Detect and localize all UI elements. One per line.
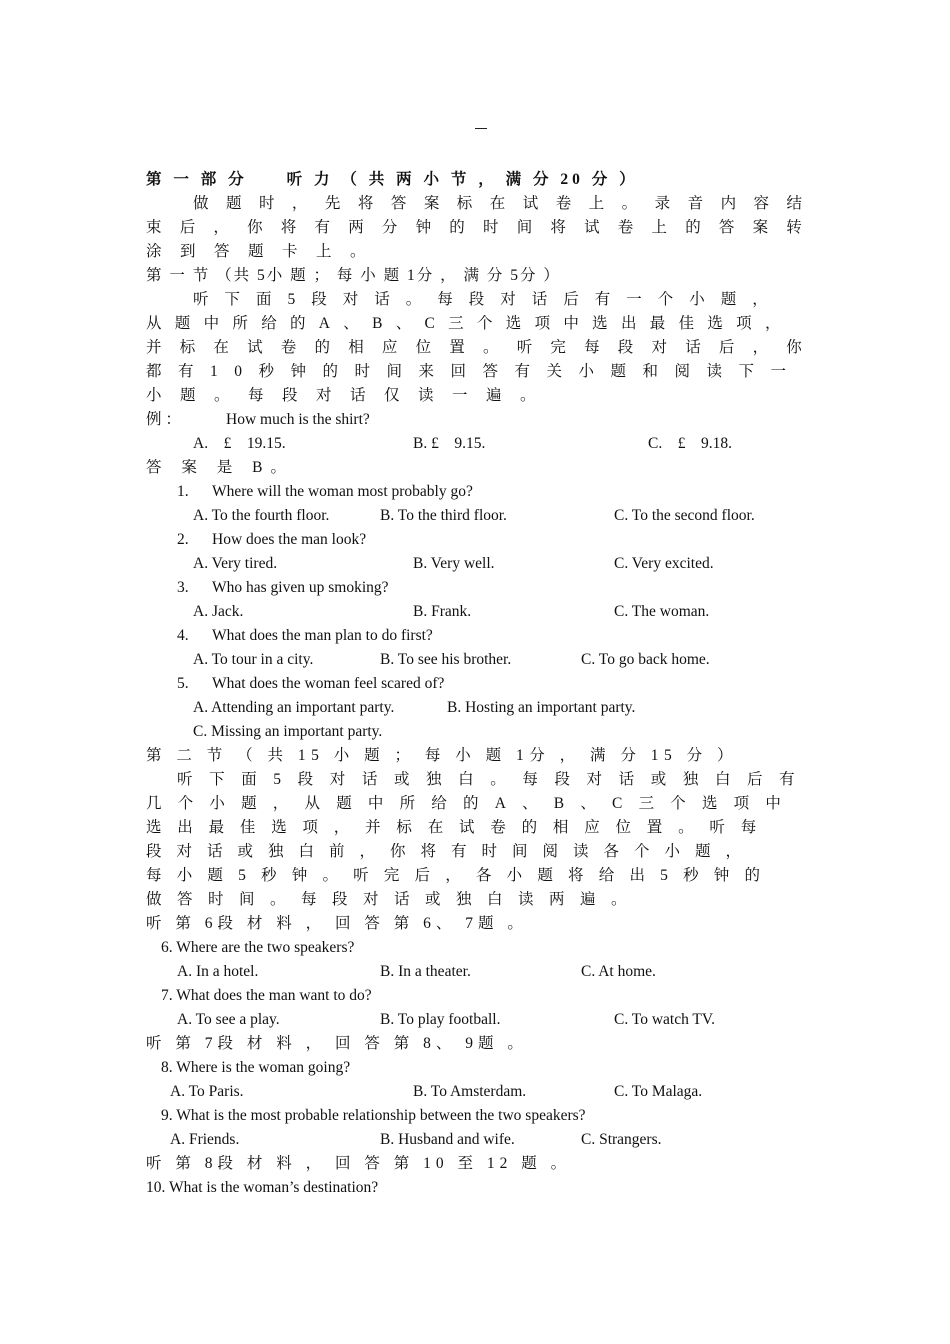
option-c: C. To the second floor. xyxy=(614,507,755,524)
option-c: C. Strangers. xyxy=(581,1131,662,1148)
option-c: C. At home. xyxy=(581,963,656,980)
section2-intro-2: 几个小题，从题中所给的A、B、C三个选项中 xyxy=(146,795,798,812)
option-b: B. To see his brother. xyxy=(380,651,512,668)
option-a: A. To tour in a city. xyxy=(193,651,314,668)
example-question: How much is the shirt? xyxy=(226,411,370,428)
section2-title: 第 二 节 （ 共 15 小 题 ； 每 小 题 1分 ， 满 分 15 分 ） xyxy=(146,747,739,764)
option-a: A. In a hotel. xyxy=(177,963,259,980)
material-8-heading: 听 第 8段 材 料 ， 回 答 第 10 至 12 题 。 xyxy=(146,1155,572,1172)
section2-intro-3: 选出最佳选项，并标在试卷的相应位置。听每 xyxy=(146,819,773,836)
example-option-b: B. £ 9.15. xyxy=(413,435,486,452)
option-a: A. To see a play. xyxy=(177,1011,280,1028)
option-b: B. Hosting an important party. xyxy=(447,699,636,716)
section1-intro-4: 都有10秒钟的时间来回答有关小题和阅读下一 xyxy=(146,363,803,380)
instructions-line-3: 涂到答题卡上。 xyxy=(146,243,385,260)
option-c: C. To go back home. xyxy=(581,651,710,668)
option-c: C. The woman. xyxy=(614,603,710,620)
question-text: What does the man plan to do first? xyxy=(212,627,433,644)
question-text: 10. What is the woman’s destination? xyxy=(146,1179,379,1196)
section1-title: 第 一 节 （共 5小 题 ； 每 小 题 1分 ， 满 分 5分 ） xyxy=(146,267,561,284)
question-text: 8. Where is the woman going? xyxy=(161,1059,351,1076)
question-text: 7. What does the man want to do? xyxy=(161,987,372,1004)
option-b: B. In a theater. xyxy=(380,963,471,980)
option-b: B. To play football. xyxy=(380,1011,501,1028)
option-c: C. Very excited. xyxy=(614,555,714,572)
question-number: 3. xyxy=(177,579,189,596)
option-b: B. Frank. xyxy=(413,603,472,620)
section1-intro-2: 从题中所给的A、B、C三个选项中选出最佳选项， xyxy=(146,315,794,332)
option-a: A. Friends. xyxy=(170,1131,240,1148)
option-a: A. To the fourth floor. xyxy=(193,507,330,524)
question-text: 9. What is the most probable relationship between the two speakers? xyxy=(161,1107,586,1124)
example-label: 例 ： xyxy=(146,411,181,428)
material-7-heading: 听 第 7段 材 料 ， 回 答 第 8、 9题 。 xyxy=(146,1035,528,1052)
option-c: C. Missing an important party. xyxy=(193,723,383,740)
question-text: How does the man look? xyxy=(212,531,367,548)
option-a: A. Very tired. xyxy=(193,555,278,572)
option-a: A. Jack. xyxy=(193,603,244,620)
example-answer: 答 案 是 B。 xyxy=(146,459,294,476)
material-6-heading: 听 第 6段 材 料 ， 回 答 第 6、 7题 。 xyxy=(146,915,528,932)
question-number: 2. xyxy=(177,531,189,548)
section2-intro-4: 段对话或独白前，你将有时间阅读各个小题， xyxy=(146,843,757,860)
section2-intro-6: 做答时间。每段对话或独白读两遍。 xyxy=(146,891,643,908)
option-c: C. To watch TV. xyxy=(614,1011,715,1028)
instructions-line-2: 束后，你将有两分钟的时间将试卷上的答案转 xyxy=(146,219,821,236)
question-text: What does the woman feel scared of? xyxy=(212,675,445,692)
section1-intro-3: 并标在试卷的相应位置。听完每段对话后，你 xyxy=(146,339,821,356)
question-number: 5. xyxy=(177,675,189,692)
option-a: A. Attending an important party. xyxy=(193,699,395,716)
question-text: 6. Where are the two speakers? xyxy=(161,939,355,956)
example-option-a: A. £ 19.15. xyxy=(193,435,286,452)
question-text: Where will the woman most probably go? xyxy=(212,483,473,500)
section1-intro-5: 小题。每段对话仅读一遍。 xyxy=(146,387,555,404)
part1-title: 第 一 部 分 听 力 （ 共 两 小 节 ， 满 分 20 分 ） xyxy=(146,171,639,188)
section1-intro-1: 听下面5段对话。每段对话后有一个小题， xyxy=(193,291,784,308)
section2-intro-5: 每小题5秒钟。听完后，各小题将给出5秒钟的 xyxy=(146,867,776,884)
section2-intro-1: 听下面5段对话或独白。每段对话或独白后有 xyxy=(177,771,812,788)
option-b: B. Very well. xyxy=(413,555,495,572)
option-b: B. To Amsterdam. xyxy=(413,1083,527,1100)
question-number: 4. xyxy=(177,627,189,644)
question-number: 1. xyxy=(177,483,189,500)
header-mark xyxy=(475,128,487,129)
instructions-line-1: 做题时，先将答案标在试卷上。录音内容结 xyxy=(193,195,820,212)
option-c: C. To Malaga. xyxy=(614,1083,703,1100)
option-b: B. Husband and wife. xyxy=(380,1131,515,1148)
question-text: Who has given up smoking? xyxy=(212,579,389,596)
option-a: A. To Paris. xyxy=(170,1083,244,1100)
option-b: B. To the third floor. xyxy=(380,507,507,524)
example-option-c: C. £ 9.18. xyxy=(648,435,732,452)
